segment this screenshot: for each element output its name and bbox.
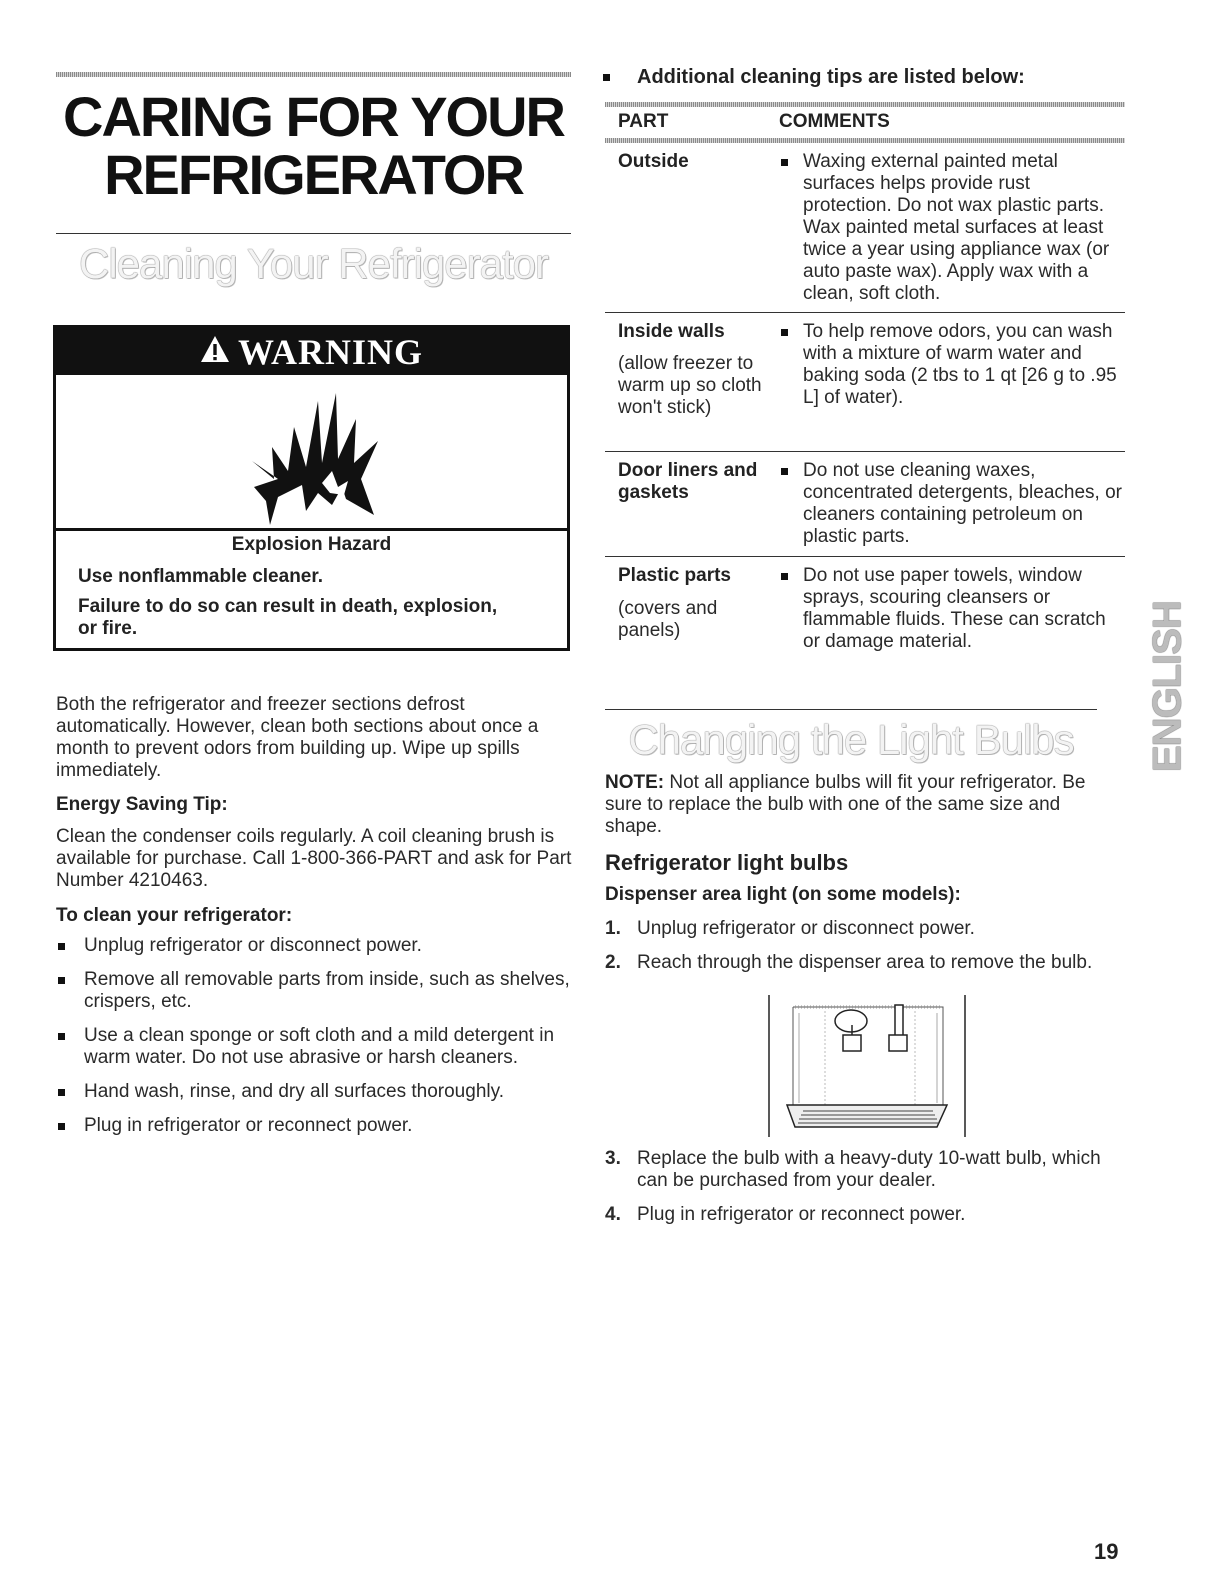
bullet-icon — [603, 74, 610, 81]
list-item-text: Remove all removable parts from inside, such as shelves, crispers, etc. — [84, 969, 570, 1012]
table-row-note: (allow freezer to warm up so cloth won't stick) — [618, 353, 762, 418]
table-row-part: Inside walls — [618, 321, 725, 342]
warning-triangle-icon — [200, 335, 230, 368]
bullet-icon — [781, 329, 788, 336]
bulb-note — [605, 772, 1120, 838]
table-row-comment: Do not use paper towels, window sprays, scouring cleansers or flammable fluids. These can scratch or damage material. — [803, 565, 1106, 652]
warning-box — [53, 325, 570, 651]
note-text: Not all appliance bulbs will fit your refrigerator. Be sure to replace the bulb with one of the same size and shape. — [605, 772, 1086, 837]
table-row-comment: Waxing external painted metal surfaces helps provide rust protection. Do not wax plastic parts. Wax painted metal surfaces at least twice a year using appliance wax (or auto paste wax). Apply wax with a clean, soft cloth. — [803, 151, 1110, 304]
step-number: 1. — [605, 918, 621, 939]
table-row-note: (covers and panels) — [618, 598, 718, 641]
column-header-part: PART — [618, 111, 669, 132]
bullet-icon — [58, 1033, 65, 1040]
list-item-text: Use a clean sponge or soft cloth and a mild detergent in warm water. Do not use abrasive or harsh cleaners. — [84, 1025, 555, 1068]
hazard-title: Explosion Hazard — [231, 534, 392, 555]
intro-paragraph: Both the refrigerator and freezer sections defrost automatically. However, clean both sections about once a month to prevent odors from building up. Wipe up spills immediately. — [56, 694, 539, 781]
bullet-icon — [58, 977, 65, 984]
explosion-icon — [56, 375, 567, 528]
table-top-rule — [605, 102, 1125, 107]
warning-label: WARNING — [237, 331, 423, 372]
warning-banner — [56, 328, 567, 375]
list-item — [56, 1025, 576, 1069]
table-row-divider — [605, 556, 1125, 557]
page-title-line-1: CARING FOR YOUR — [63, 85, 564, 148]
tips-heading — [605, 66, 1025, 89]
section-heading-bulbs: Changing the Light Bulbs — [628, 716, 1074, 763]
title-top-rule — [56, 72, 571, 77]
bullet-icon — [58, 1123, 65, 1130]
table-row-divider — [605, 312, 1125, 313]
bullet-icon — [58, 943, 65, 950]
list-item — [56, 969, 576, 1013]
hazard-instruction: Use nonflammable cleaner. — [78, 566, 323, 587]
step-number: 3. — [605, 1148, 621, 1169]
step-number: 2. — [605, 952, 621, 973]
language-side-tab: ENGLISH — [1145, 601, 1190, 773]
warning-divider — [56, 528, 567, 531]
list-item — [56, 935, 576, 957]
table-row-divider — [605, 451, 1125, 452]
step-text: Plug in refrigerator or reconnect power. — [637, 1204, 966, 1225]
bullet-icon — [58, 1089, 65, 1096]
step-number: 4. — [605, 1204, 621, 1225]
section-divider — [605, 709, 1097, 710]
page-title — [56, 85, 571, 206]
table-row-comment: Do not use cleaning waxes, concentrated detergents, bleaches, or cleaners containing petroleum on plastic parts. — [803, 460, 1122, 547]
step-text: Reach through the dispenser area to remove the bulb. — [637, 952, 1093, 973]
hazard-consequence: Failure to do so can result in death, explosion, or fire. — [78, 596, 498, 639]
list-item — [56, 1081, 576, 1103]
list-item-text: Unplug refrigerator or disconnect power. — [84, 935, 422, 956]
table-row-part: Outside — [618, 151, 689, 172]
explosion-hazard-illustration — [56, 375, 567, 528]
section-divider — [56, 233, 571, 234]
energy-tip-text: Clean the condenser coils regularly. A coil cleaning brush is available for purchase. Call 1-800-366-PART and ask for Part Number 4210463. — [56, 826, 572, 891]
step-text: Unplug refrigerator or disconnect power. — [637, 918, 975, 939]
table-row-comment: To help remove odors, you can wash with a mixture of warm water and baking soda (2 tbs to 1 qt [26 g to .95 L] of water). — [803, 321, 1117, 408]
table-header-rule — [605, 138, 1125, 143]
list-item-text: Hand wash, rinse, and dry all surfaces thoroughly. — [84, 1081, 504, 1102]
step-text: Replace the bulb with a heavy-duty 10-watt bulb, which can be purchased from your dealer. — [637, 1148, 1101, 1191]
energy-tip-heading: Energy Saving Tip: — [56, 794, 228, 815]
page-title-line-2: REFRIGERATOR — [104, 143, 523, 206]
page-number: 19 — [1094, 1539, 1119, 1564]
bullet-icon — [781, 468, 788, 475]
list-item-text: Plug in refrigerator or reconnect power. — [84, 1115, 413, 1136]
section-heading-cleaning: Cleaning Your Refrigerator — [79, 240, 548, 287]
tips-heading-text: Additional cleaning tips are listed below: — [637, 66, 1025, 88]
column-header-comments: COMMENTS — [779, 111, 890, 132]
table-row-part: Door liners and gaskets — [618, 460, 758, 503]
bullet-icon — [781, 573, 788, 580]
light-bulbs-heading: Refrigerator light bulbs — [605, 850, 849, 875]
table-row-part: Plastic parts — [618, 565, 731, 586]
clean-steps-list — [56, 935, 576, 1149]
dispenser-light-heading: Dispenser area light (on some models): — [605, 884, 961, 905]
dispenser-illustration — [765, 995, 970, 1137]
list-item — [56, 1115, 576, 1137]
bullet-icon — [781, 159, 788, 166]
clean-steps-heading: To clean your refrigerator: — [56, 905, 293, 926]
note-label: NOTE: — [605, 772, 665, 793]
